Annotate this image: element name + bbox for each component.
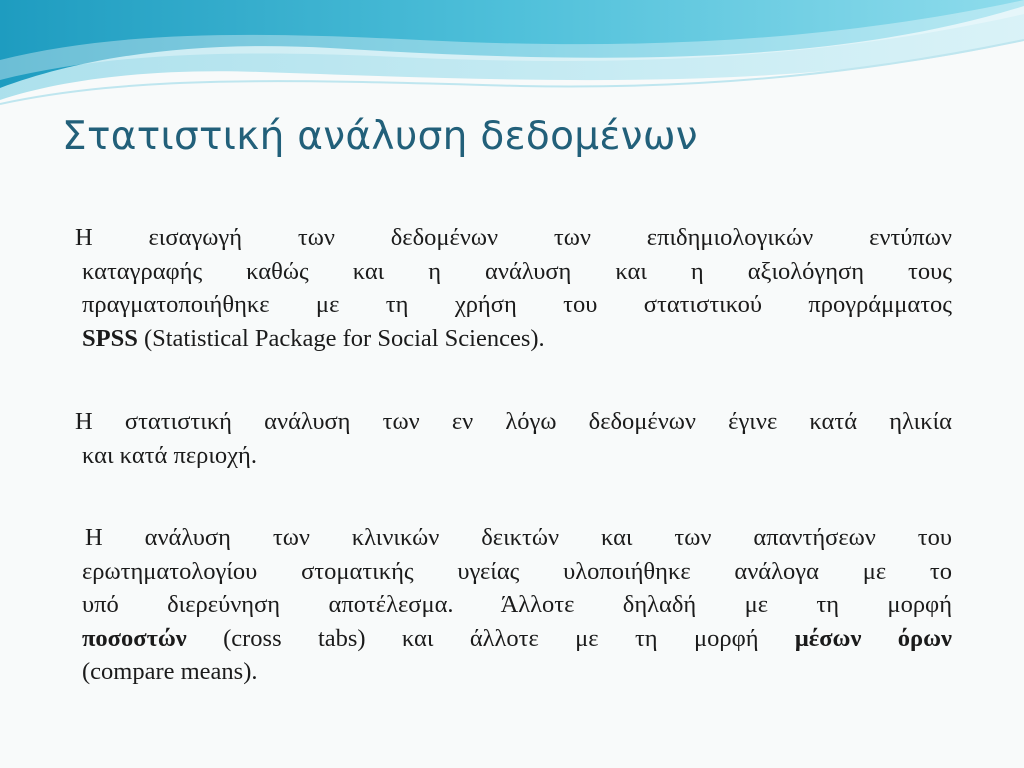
- paragraph-line: [82, 322, 952, 356]
- spss-description: (Statistical Package for Social Sciences).: [137, 324, 545, 352]
- means-term: μέσων όρων: [794, 624, 952, 652]
- paragraph-line: Η στατιστική ανάλυση των εν λόγω δεδομένων έγινε κατά ηλικία: [75, 408, 952, 435]
- paragraph-line: υπό διερεύνηση αποτέλεσμα. Άλλοτε δηλαδή με τη μορφή: [82, 591, 952, 618]
- cross-tabs-text: (cross tabs) και άλλοτε με τη μορφή: [186, 624, 795, 652]
- percentages-term: ποσοστών: [82, 624, 187, 652]
- paragraph-data-entry: [75, 221, 952, 355]
- paragraph-line: πραγματοποιήθηκε με τη χρήση του στατιστικού προγράμματος: [82, 291, 952, 318]
- slide-title: Στατιστική ανάλυση δεδομένων: [62, 114, 698, 159]
- paragraph-clinical-analysis: [82, 521, 952, 689]
- paragraph-line: Η εισαγωγή των δεδομένων των επιδημιολογικών εντύπων: [75, 224, 952, 251]
- paragraph-line: ερωτηματολογίου στοματικής υγείας υλοποιήθηκε ανάλογα με το: [82, 557, 952, 585]
- paragraph-line: (compare means).: [82, 658, 258, 685]
- paragraph-line: [82, 622, 952, 656]
- paragraph-line: καταγραφής καθώς και η ανάλυση και η αξιολόγηση τους: [82, 257, 952, 285]
- spss-term: SPSS: [82, 324, 138, 352]
- paragraph-line: και κατά περιοχή.: [82, 441, 257, 469]
- paragraph-analysis-scope: [75, 405, 952, 472]
- paragraph-line: Η ανάλυση των κλινικών δεικτών και των απαντήσεων του: [85, 524, 952, 551]
